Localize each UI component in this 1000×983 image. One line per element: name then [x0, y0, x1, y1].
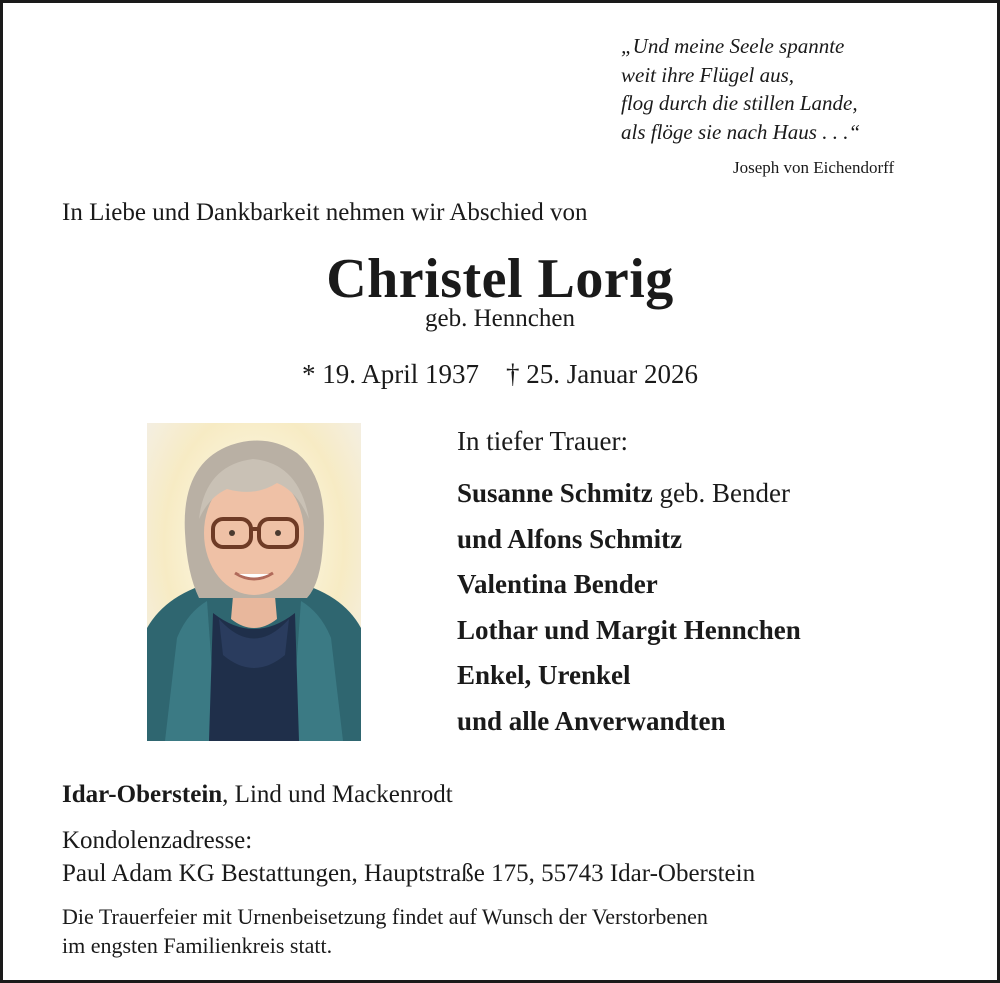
place-rest: , Lind und Mackenrodt	[222, 781, 453, 808]
poem-line: weit ihre Flügel aus,	[621, 62, 795, 87]
mourner-name: Lothar und Margit Hennchen	[457, 614, 801, 645]
mourner-suffix: geb. Bender	[652, 478, 790, 508]
ceremony-line: Die Trauerfeier mit Urnenbeisetzung findet auf Wunsch der Verstorbenen	[62, 904, 708, 929]
deceased-name: Christel Lorig	[326, 248, 674, 310]
mourners-list	[457, 426, 977, 744]
poem-line: flog durch die stillen Lande,	[621, 91, 858, 115]
ceremony-line: im engsten Familienkreis statt.	[62, 933, 333, 958]
poem-author: Joseph von Eichendorff	[733, 158, 895, 177]
life-dates: * 19. April 1937 † 25. Januar 2026	[302, 359, 698, 389]
condolence-address: Paul Adam KG Bestattungen, Hauptstraße 175, 55743 Idar-Oberstein	[62, 860, 756, 887]
mourner-name: und Alfons Schmitz	[457, 523, 683, 554]
poem-line: als flöge sie nach Haus . . .“	[621, 119, 861, 144]
condolence-label: Kondolenzadresse:	[62, 827, 253, 854]
condolence-block	[62, 824, 755, 890]
mourner-entry	[457, 699, 977, 745]
mourner-entry	[457, 608, 977, 654]
birth-name: geb. Hennchen	[425, 305, 575, 332]
mourner-name: Valentina Bender	[457, 569, 658, 599]
portrait-illustration	[147, 423, 361, 741]
mourners-heading: In tiefer Trauer:	[457, 426, 628, 456]
mourner-name: Susanne Schmitz	[457, 478, 653, 508]
mourner-entry	[457, 562, 977, 608]
mourner-name: Enkel, Urenkel	[457, 660, 631, 690]
mourner-entry	[457, 653, 977, 699]
poem-line: „Und meine Seele spannte	[621, 34, 845, 58]
mourner-name: und alle Anverwandten	[457, 705, 726, 736]
intro-text: In Liebe und Dankbarkeit nehmen wir Abschied von	[62, 199, 588, 226]
place-main: Idar-Oberstein	[62, 781, 223, 808]
ceremony-note	[62, 902, 708, 960]
mourner-entry	[457, 471, 977, 517]
poem-quote	[621, 32, 951, 177]
place-line	[62, 781, 453, 809]
mourner-entry	[457, 517, 977, 563]
portrait-photo	[147, 423, 361, 741]
